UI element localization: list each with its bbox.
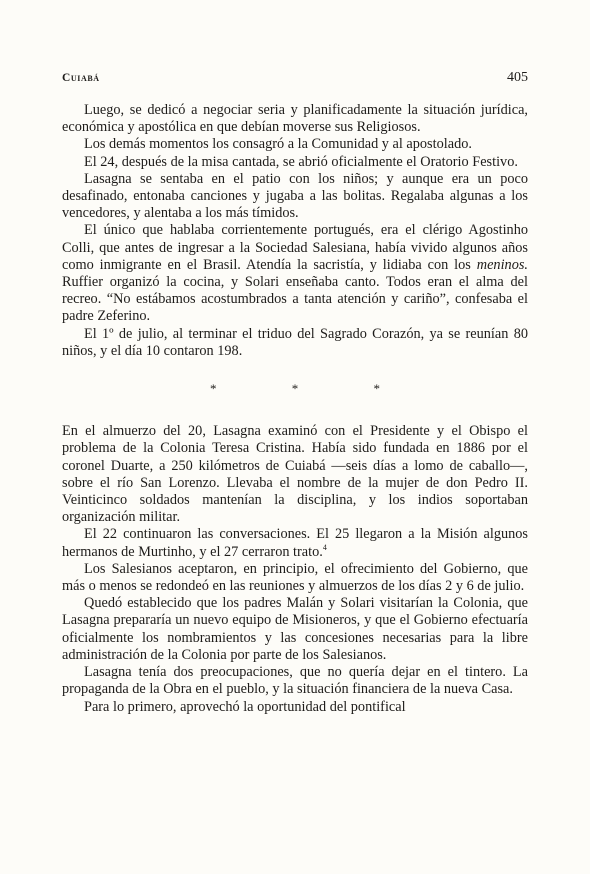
- paragraph-text: El único que hablaba corrientemente portugués, era el clérigo Agostinho Colli, que antes de ingresar a la Sociedad Salesiana, había vivido algunos años como inmigrante en el Brasil. Atendía la sacristía, y lidiaba con los: [62, 222, 528, 273]
- page-header: [62, 70, 528, 86]
- paragraph-text: El 22 continuaron las conversaciones. El 25 llegaron a la Misión algunos hermanos de Murtinho, y el 27 cerraron trato.: [62, 526, 528, 560]
- paragraph: Los demás momentos los consagró a la Comunidad y al apostolado.: [84, 136, 472, 153]
- footnote-marker: 4: [322, 542, 327, 552]
- paragraph: En el almuerzo del 20, Lasagna examinó con el Presidente y el Obispo el problema de la Colonia Teresa Cristina. Había sido fundada en 1886 por el coronel Duarte, a 250 kilómetros de Cuiabá —seis días a lomo de caballo—, sobre el río San Lorenzo. Llevaba el nombre de la mujer de don Pedro II. Veinticinco soldados mantenían la disciplina, y los indios soportaban organización militar.: [62, 423, 528, 526]
- section-1: [62, 102, 528, 360]
- section-2: [62, 423, 528, 715]
- page-number: 405: [507, 70, 528, 85]
- paragraph: [62, 222, 528, 325]
- paragraph: Lasagna tenía dos preocupaciones, que no quería dejar en el tintero. La propaganda de la Obra en el pueblo, y la situación financiera de la nueva Casa.: [62, 664, 528, 698]
- paragraph: Lasagna se sentaba en el patio con los niños; y aunque era un poco desafinado, entonaba canciones y jugaba a las bolitas. Regalaba algunas a los vencedores, y alentaba a los más tímidos.: [62, 170, 528, 222]
- paragraph: El 1º de julio, al terminar el triduo del Sagrado Corazón, ya se reunían 80 niños, y el día 10 contaron 198.: [62, 325, 528, 359]
- italic-term: meninos.: [476, 256, 528, 273]
- paragraph: Luego, se dedicó a negociar seria y planificadamente la situación jurídica, económica y apostólica en que debían moverse sus Religiosos.: [62, 102, 528, 136]
- paragraph: El 24, después de la misa cantada, se abrió oficialmente el Oratorio Festivo.: [84, 153, 518, 170]
- paragraph: Quedó establecido que los padres Malán y Solari visitarían la Colonia, que Lasagna prepararía un nuevo equipo de Misioneros, y que el Gobierno efectuaría oficialmente los nombramientos y las concesiones necesarias para la libre administración de la Colonia por parte de los Salesianos.: [62, 595, 528, 663]
- body-text: [62, 102, 528, 716]
- section-separator: * * *: [210, 381, 416, 397]
- paragraph-text: Ruffier organizó la cocina, y Solari enseñaba canto. Todos eran el alma del recreo. “No estábamos acostumbrados a tanta atención y cariño”, confesaba el padre Zeferino.: [62, 274, 528, 325]
- paragraph: Los Salesianos aceptaron, en principio, el ofrecimiento del Gobierno, que más o menos se redondeó en las reuniones y almuerzos de los días 2 y 6 de julio.: [62, 560, 528, 595]
- running-head: Cuiabá: [62, 72, 100, 84]
- paragraph: [62, 526, 528, 560]
- paragraph: Para lo primero, aprovechó la oportunidad del pontifical: [84, 698, 406, 715]
